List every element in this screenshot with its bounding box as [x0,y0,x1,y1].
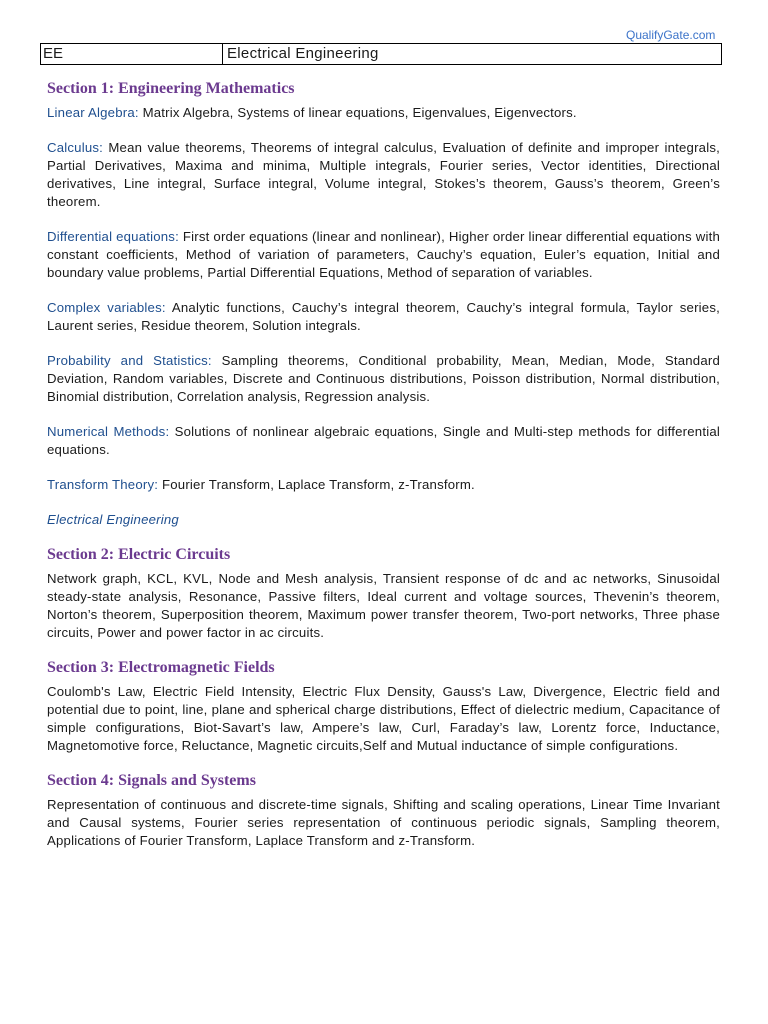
paper-code-table [40,43,722,65]
section3-text: Coulomb's Law, Electric Field Intensity, Electric Flux Density, Gauss's Law, Divergence, Electric field and potential due to point, line, plane and spherical charge distributions, Effect of dielectric medium, Capacitance of simple configurations, Biot-Savart’s law, Ampere’s law, Curl, Faraday’s law, Lorentz force, Inductance, Magnetomotive force, Reluctance, Magnetic circuits,Self and Mutual inductance of simple configurations. [47,684,720,753]
section2-title: Section 2: Electric Circuits [47,546,231,563]
topic-text: Fourier Transform, Laplace Transform, z-Transform. [158,477,475,492]
topic-text: Mean value theorems, Theorems of integral calculus, Evaluation of definite and improper integrals, Partial Derivatives, Maxima and minima, Multiple integrals, Fourier series, Vector identities, Directional derivatives, Line integral, Surface integral, Volume integral, Stokes’s theorem, Gauss’s theorem, Green’s theorem. [47,140,720,209]
watermark-link[interactable]: QualifyGate.com [626,28,716,42]
topic-label: Probability and Statistics: [47,353,212,368]
topic-complex-variables [47,299,720,335]
section4-text: Representation of continuous and discrete-time signals, Shifting and scaling operations, Linear Time Invariant and Causal systems, Fourier series representation of continuous periodic signals, Sampling theorem, Applications of Fourier Transform, Laplace Transform and z-Transform. [47,797,720,848]
section4-title: Section 4: Signals and Systems [47,772,256,789]
topic-text: First order equations (linear and nonlinear), Higher order linear differential equations with constant coefficients, Method of variation of parameters, Cauchy’s equation, Euler’s equation, Initial and boundary value problems, Partial Differential Equations, Method of separation of variables. [47,229,720,280]
topic-label: Complex variables: [47,300,166,315]
topic-transform-theory [47,476,720,494]
section1-title: Section 1: Engineering Mathematics [47,80,295,97]
section3-title: Section 3: Electromagnetic Fields [47,659,275,676]
topic-text: Solutions of nonlinear algebraic equations, Single and Multi-step methods for differential equations. [47,424,720,457]
syllabus-content [47,80,720,867]
topic-numerical-methods [47,423,720,459]
topic-label: Linear Algebra: [47,105,139,120]
section2-text: Network graph, KCL, KVL, Node and Mesh analysis, Transient response of dc and ac networks, Sinusoidal steady-state analysis, Resonance, Passive filters, Ideal current and voltage sources, Thevenin’s theorem, Norton’s theorem, Superposition theorem, Maximum power transfer theorem, Two-port networks, Three phase circuits, Power and power factor in ac circuits. [47,571,720,640]
topic-label: Numerical Methods: [47,424,170,439]
topic-differential-equations [47,228,720,282]
topic-text: Sampling theorems, Conditional probability, Mean, Median, Mode, Standard Deviation, Random variables, Discrete and Continuous distributions, Poisson distribution, Normal distribution, Binomial distribution, Correlation analysis, Regression analysis. [47,353,721,404]
topic-label: Differential equations: [47,229,179,244]
paper-subject: Electrical Engineering [227,45,379,62]
topic-text: Matrix Algebra, Systems of linear equations, Eigenvalues, Eigenvectors. [138,105,577,120]
topic-label: Transform Theory: [47,477,159,492]
topic-calculus [47,139,720,211]
topic-label: Calculus: [47,140,104,155]
topic-probability-statistics [47,352,720,406]
ee-subheading: Electrical Engineering [47,512,179,527]
topic-linear-algebra [47,104,720,122]
topic-text: Analytic functions, Cauchy’s integral theorem, Cauchy’s integral formula, Taylor series, Laurent series, Residue theorem, Solution integrals. [47,300,720,333]
paper-code: EE [41,44,223,64]
